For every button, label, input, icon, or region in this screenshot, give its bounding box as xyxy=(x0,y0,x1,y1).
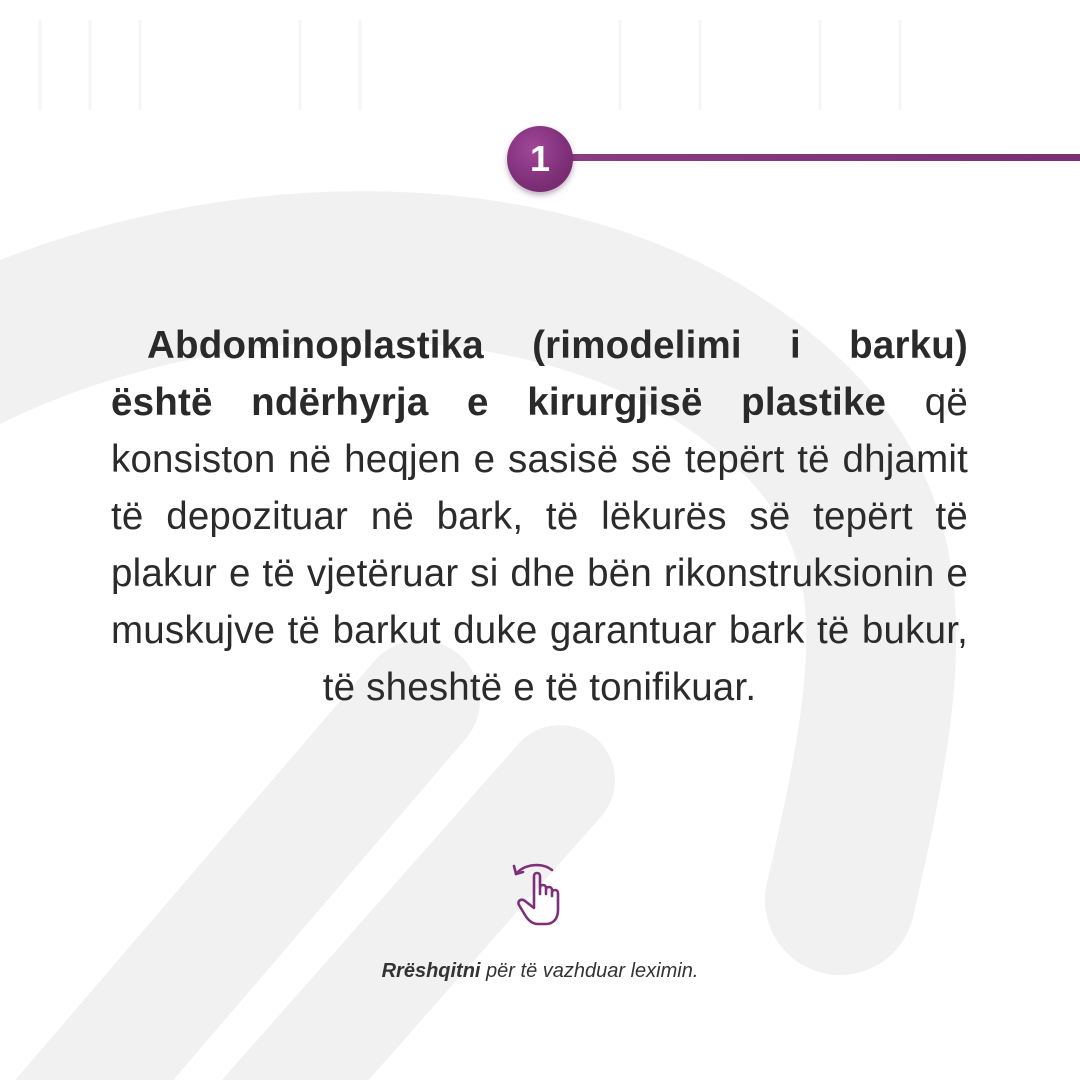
swipe-caption-strong: Rrëshqitni xyxy=(381,960,481,982)
swipe-caption xyxy=(0,960,1080,983)
swipe-caption-rest: për të vazhduar leximin. xyxy=(480,960,699,982)
step-number-badge: 1 xyxy=(507,126,573,192)
intro-paragraph xyxy=(111,317,968,716)
intro-lead: Abdominoplastika (rimodelimi i barku) është ndërhyrja e kirurgjisë plastike xyxy=(111,323,968,424)
intro-rest: që konsiston në heqjen e sasisë së tepërt të dhjamit të depozituar në bark, të lëkurës së tepërt të plakur e të vjetëruar si dhe bën rikonstruksionin e muskujve të barkut duke garantuar bark të bukur, të sheshtë e të tonifikuar. xyxy=(111,380,969,709)
swipe-hand-icon xyxy=(508,860,574,930)
step-progress-line xyxy=(560,154,1080,161)
